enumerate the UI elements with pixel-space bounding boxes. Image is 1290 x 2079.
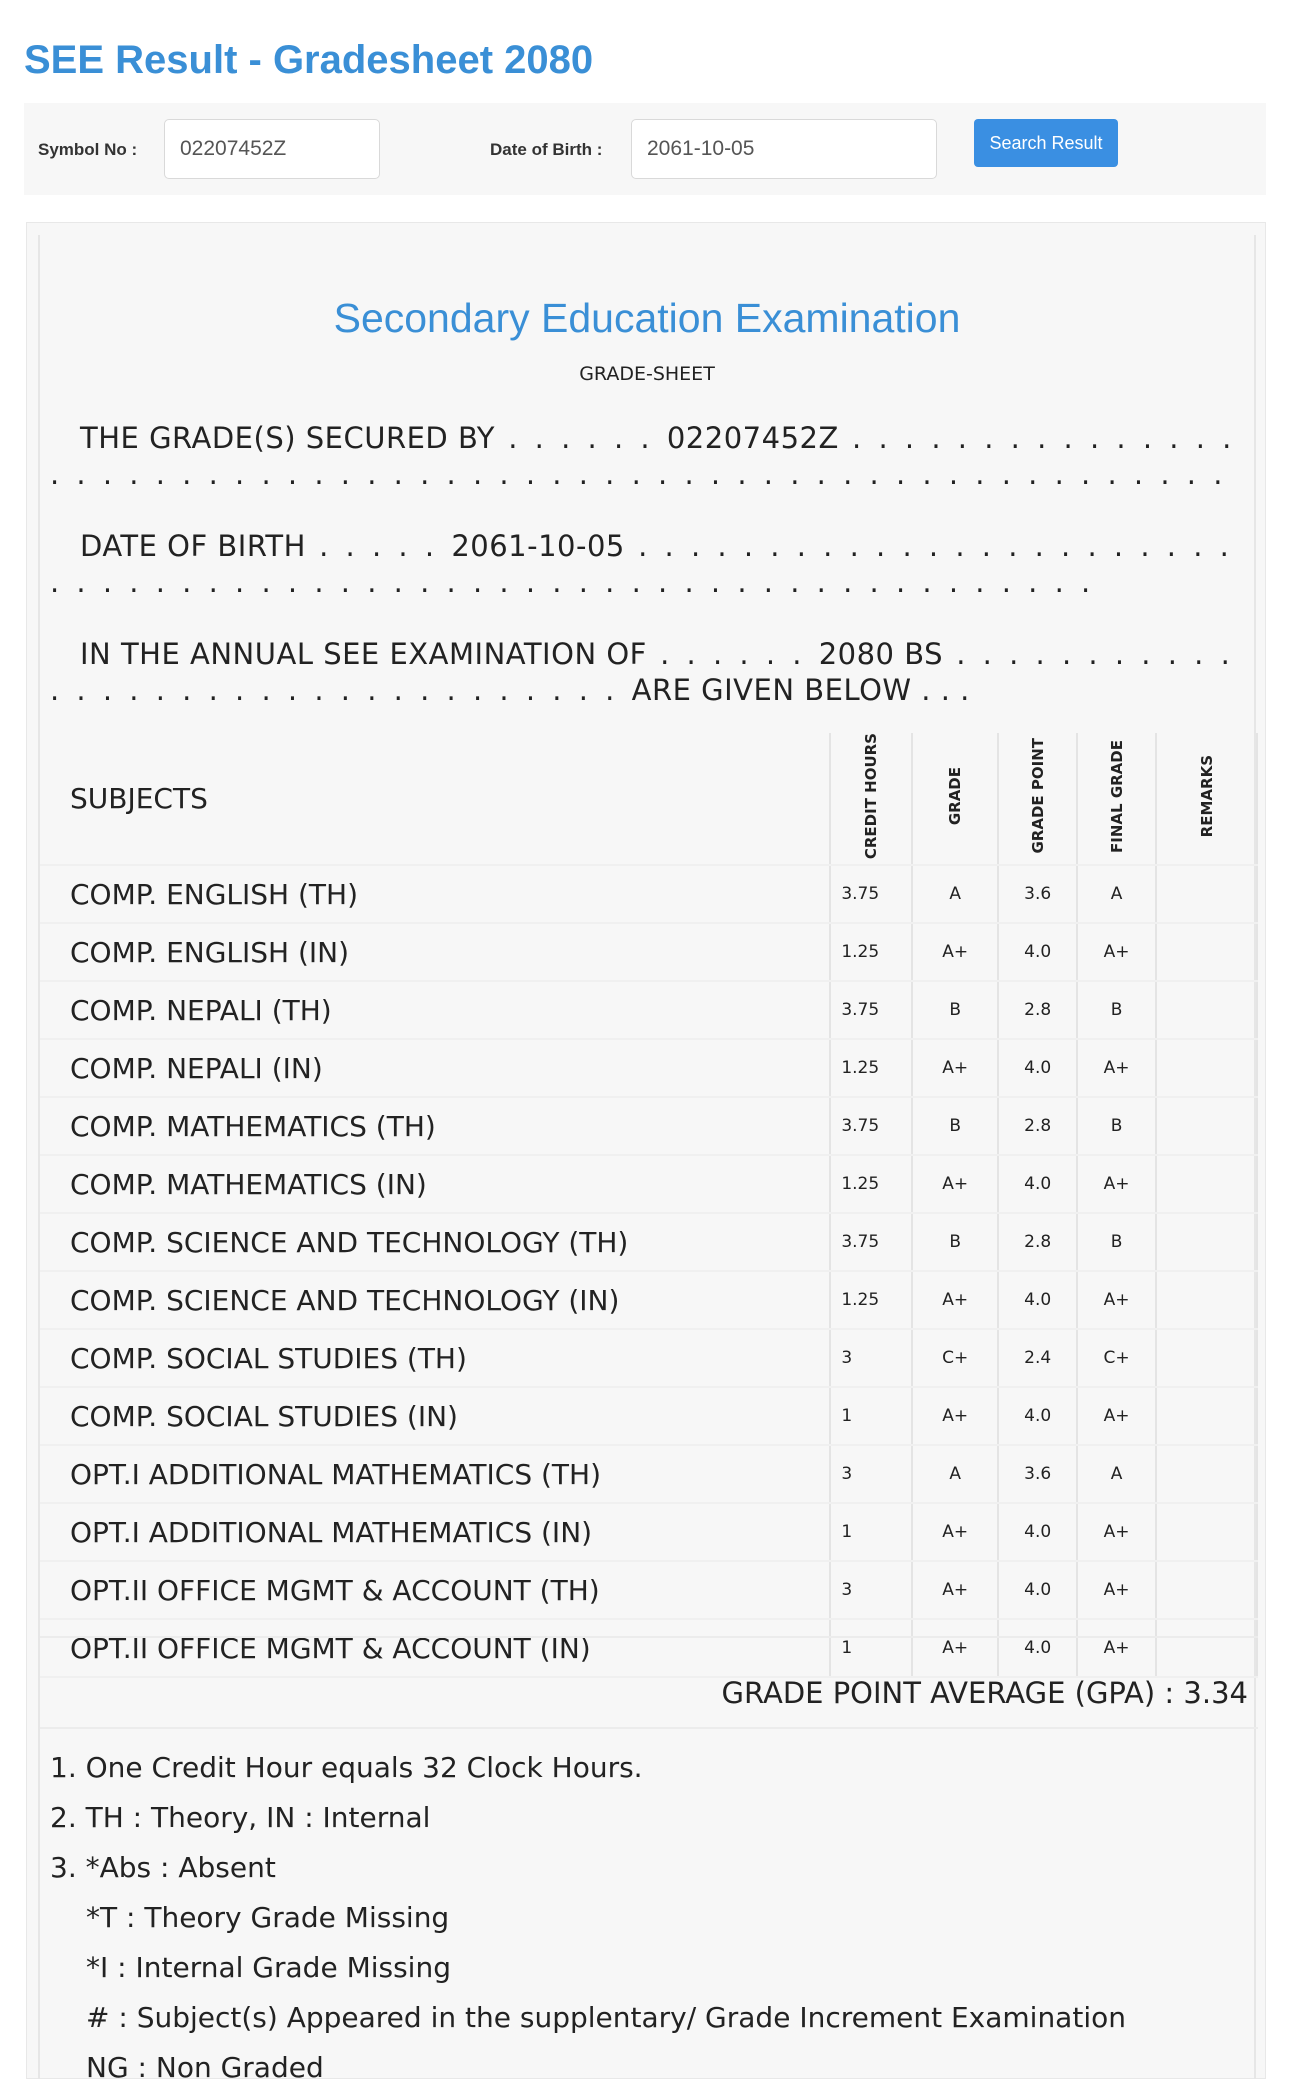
gpa-value: GRADE POINT AVERAGE (GPA) : 3.34 (721, 1676, 1248, 1710)
remarks-cell (1156, 865, 1257, 923)
note-item: *T : Theory Grade Missing (86, 1901, 450, 1934)
credit-hours-cell: 3.75 (830, 981, 912, 1039)
table-row (40, 981, 1257, 1039)
credit-hours-cell: 1.25 (830, 923, 912, 981)
exam-title: Secondary Education Examination (333, 295, 961, 341)
date-of-birth-line: DATE OF BIRTH . . . . . 2061-10-05 . . . . . . . . . . . . . . . . . . . . . . . . . . . . . . . . . . . . . . . . . . . . . . . . . . . . . . . . . . . . . . . (50, 529, 1233, 599)
subject-cell: COMP. MATHEMATICS (IN) (40, 1155, 830, 1213)
subject-cell: COMP. NEPALI (TH) (40, 981, 830, 1039)
remarks-cell (1156, 1503, 1257, 1561)
credit-hours-cell: 1 (830, 1503, 912, 1561)
table-row (40, 1503, 1257, 1561)
credit-hours-cell: 1.25 (830, 1039, 912, 1097)
note-item: 3. *Abs : Absent (50, 1851, 276, 1884)
final-grade-cell: A (1077, 865, 1156, 923)
table-row (40, 1387, 1257, 1445)
table-row (40, 1271, 1257, 1329)
symbol-no-label: Symbol No : (38, 140, 138, 159)
exam-label: IN THE ANNUAL SEE EXAMINATION OF (80, 637, 647, 671)
subject-cell: OPT.II OFFICE MGMT & ACCOUNT (TH) (40, 1561, 830, 1619)
final-grade-cell: A+ (1077, 1619, 1156, 1677)
grade-cell: A+ (912, 1039, 998, 1097)
note-item: *I : Internal Grade Missing (86, 1951, 451, 1984)
grade-cell: A+ (912, 923, 998, 981)
gpa-summary (40, 1636, 1258, 1729)
exam-line: IN THE ANNUAL SEE EXAMINATION OF . . . . . . 2080 BS . . . . . . . . . . . . . . . . . . . . . . . . . . . . . . . . . ARE GIVEN BELOW . . . (50, 637, 1234, 707)
subject-cell: COMP. ENGLISH (TH) (40, 865, 830, 923)
final-grade-cell: A+ (1077, 1503, 1156, 1561)
grade-cell: A+ (912, 1271, 998, 1329)
secured-by-value: 02207452Z (666, 421, 839, 455)
grade-cell: B (912, 1213, 998, 1271)
grade-header: GRADE (912, 733, 998, 865)
table-row (40, 1097, 1257, 1155)
grade-point-cell: 4.0 (998, 1271, 1077, 1329)
grade-point-cell: 4.0 (998, 1387, 1077, 1445)
grade-cell: A (912, 865, 998, 923)
grade-point-cell: 3.6 (998, 865, 1077, 923)
table-row (40, 1039, 1257, 1097)
grade-point-cell: 4.0 (998, 1503, 1077, 1561)
remarks-cell (1156, 1039, 1257, 1097)
notes-list (50, 1743, 1126, 2079)
subject-cell: COMP. MATHEMATICS (TH) (40, 1097, 830, 1155)
credit-hours-cell: 1 (830, 1619, 912, 1677)
subject-cell: COMP. SCIENCE AND TECHNOLOGY (IN) (40, 1271, 830, 1329)
final-grade-cell: A+ (1077, 923, 1156, 981)
remarks-cell (1156, 1097, 1257, 1155)
gradesheet-subtitle: GRADE-SHEET (579, 363, 715, 385)
final-grade-cell: C+ (1077, 1329, 1156, 1387)
grade-point-cell: 2.8 (998, 1097, 1077, 1155)
final-grade-cell: B (1077, 1097, 1156, 1155)
secured-by-line: THE GRADE(S) SECURED BY . . . . . . 02207452Z . . . . . . . . . . . . . . . . . . . . . . . . . . . . . . . . . . . . . . . . . . . . . . . . . . . . . . . . . . . . (50, 421, 1236, 491)
table-row (40, 865, 1257, 923)
grade-point-header: GRADE POINT (998, 733, 1077, 865)
symbol-no-input[interactable]: 02207452Z (164, 119, 380, 179)
note-item: 1. One Credit Hour equals 32 Clock Hours. (50, 1751, 643, 1784)
credit-hours-cell: 3.75 (830, 865, 912, 923)
credit-hours-cell: 3 (830, 1329, 912, 1387)
remarks-cell (1156, 1271, 1257, 1329)
remarks-cell (1156, 923, 1257, 981)
final-grade-cell: A+ (1077, 1387, 1156, 1445)
grade-point-cell: 3.6 (998, 1445, 1077, 1503)
final-grade-cell: A+ (1077, 1039, 1156, 1097)
remarks-cell (1156, 981, 1257, 1039)
final-grade-header: FINAL GRADE (1077, 733, 1156, 865)
grade-cell: B (912, 1097, 998, 1155)
date-of-birth-input[interactable]: 2061-10-05 (631, 119, 937, 179)
grade-cell: A+ (912, 1561, 998, 1619)
grade-cell: A (912, 1445, 998, 1503)
grade-point-cell: 4.0 (998, 1619, 1077, 1677)
exam-suffix: ARE GIVEN BELOW . . . (631, 673, 970, 707)
grade-point-cell: 4.0 (998, 923, 1077, 981)
remarks-cell (1156, 1561, 1257, 1619)
credit-hours-cell: 1.25 (830, 1271, 912, 1329)
subject-cell: OPT.I ADDITIONAL MATHEMATICS (IN) (40, 1503, 830, 1561)
table-row (40, 1445, 1257, 1503)
credit-hours-cell: 1.25 (830, 1155, 912, 1213)
subject-cell: COMP. SOCIAL STUDIES (TH) (40, 1329, 830, 1387)
final-grade-cell: A+ (1077, 1155, 1156, 1213)
grade-point-cell: 2.8 (998, 981, 1077, 1039)
grade-cell: A+ (912, 1155, 998, 1213)
credit-hours-cell: 3.75 (830, 1097, 912, 1155)
credit-hours-cell: 3.75 (830, 1213, 912, 1271)
subject-cell: COMP. NEPALI (IN) (40, 1039, 830, 1097)
table-row (40, 1213, 1257, 1271)
remarks-cell (1156, 1213, 1257, 1271)
table-row (40, 1561, 1257, 1619)
grade-table (40, 733, 1258, 1678)
page-title: SEE Result - Gradesheet 2080 (24, 38, 594, 82)
final-grade-cell: B (1077, 981, 1156, 1039)
credit-hours-cell: 3 (830, 1561, 912, 1619)
remarks-cell (1156, 1329, 1257, 1387)
grade-point-cell: 4.0 (998, 1561, 1077, 1619)
grade-cell: C+ (912, 1329, 998, 1387)
grade-cell: A+ (912, 1387, 998, 1445)
dob-label: DATE OF BIRTH (80, 529, 306, 563)
grade-point-cell: 4.0 (998, 1039, 1077, 1097)
table-row (40, 923, 1257, 981)
dob-value: 2061-10-05 (451, 529, 625, 563)
table-row (40, 1329, 1257, 1387)
subject-cell: OPT.I ADDITIONAL MATHEMATICS (TH) (40, 1445, 830, 1503)
grade-point-cell: 2.4 (998, 1329, 1077, 1387)
final-grade-cell: A+ (1077, 1561, 1156, 1619)
search-form (24, 103, 1266, 195)
grade-point-cell: 4.0 (998, 1155, 1077, 1213)
remarks-cell (1156, 1387, 1257, 1445)
subject-cell: COMP. ENGLISH (IN) (40, 923, 830, 981)
grade-cell: A+ (912, 1619, 998, 1677)
secured-by-label: THE GRADE(S) SECURED BY (80, 421, 496, 455)
final-grade-cell: A (1077, 1445, 1156, 1503)
final-grade-cell: B (1077, 1213, 1156, 1271)
table-row (40, 1155, 1257, 1213)
note-item: NG : Non Graded (86, 2051, 324, 2079)
remarks-cell (1156, 1155, 1257, 1213)
credit-hours-header: CREDIT HOURS (830, 733, 912, 865)
note-item: # : Subject(s) Appeared in the supplentary/ Grade Increment Examination (86, 2001, 1126, 2034)
final-grade-cell: A+ (1077, 1271, 1156, 1329)
note-item: 2. TH : Theory, IN : Internal (50, 1801, 431, 1834)
subjects-header: SUBJECTS (40, 733, 830, 865)
subject-cell: COMP. SCIENCE AND TECHNOLOGY (TH) (40, 1213, 830, 1271)
grade-point-cell: 2.8 (998, 1213, 1077, 1271)
date-of-birth-label: Date of Birth : (490, 140, 603, 159)
gradesheet-panel (26, 222, 1266, 2079)
subject-cell: OPT.II OFFICE MGMT & ACCOUNT (IN) (40, 1619, 830, 1677)
remarks-header: REMARKS (1156, 733, 1257, 865)
credit-hours-cell: 3 (830, 1445, 912, 1503)
credit-hours-cell: 1 (830, 1387, 912, 1445)
subject-cell: COMP. SOCIAL STUDIES (IN) (40, 1387, 830, 1445)
remarks-cell (1156, 1445, 1257, 1503)
table-header-row (40, 733, 1257, 865)
grade-cell: A+ (912, 1503, 998, 1561)
exam-year: 2080 BS (818, 637, 944, 671)
grade-cell: B (912, 981, 998, 1039)
search-result-button[interactable]: Search Result (974, 119, 1118, 167)
